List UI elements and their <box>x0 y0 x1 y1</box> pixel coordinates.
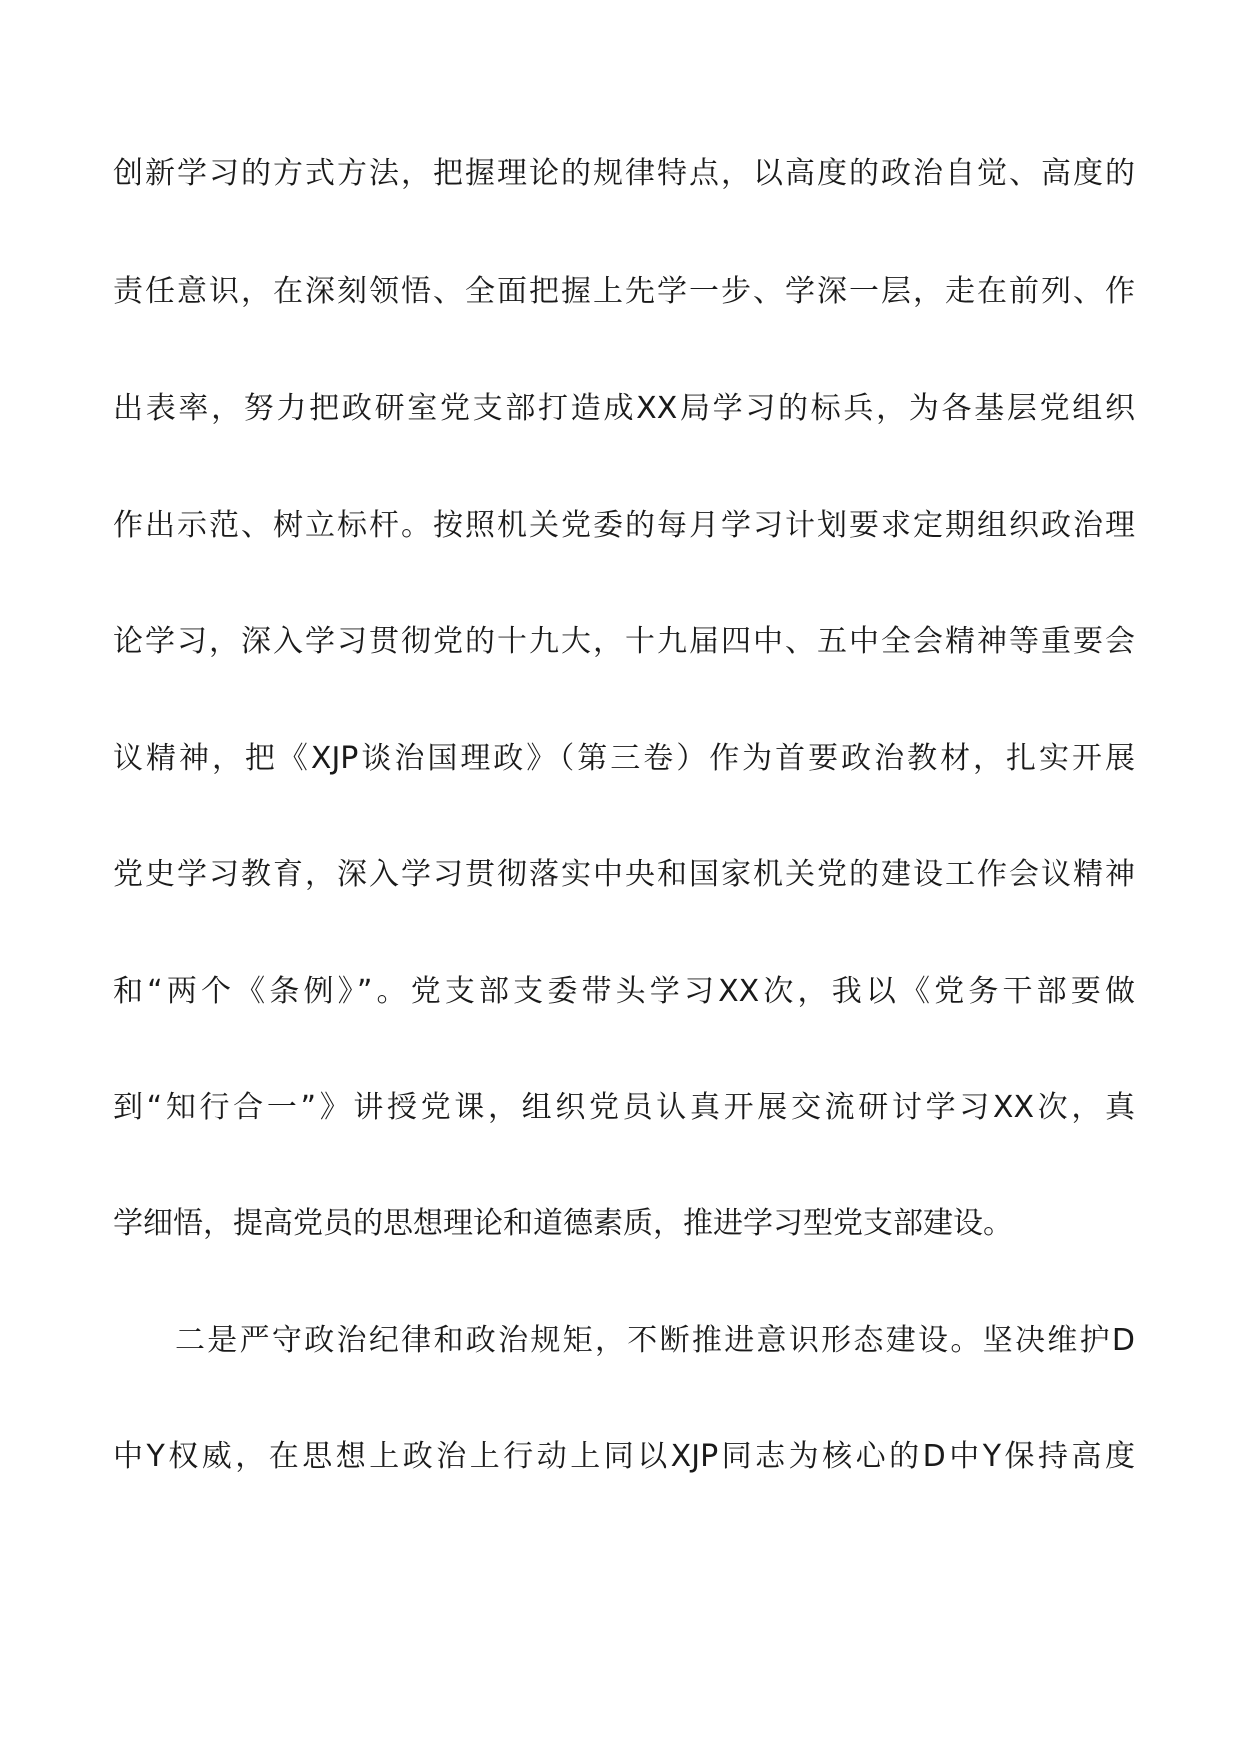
body-text-line: 中Y权威，在思想上政治上行动上同以XJP同志为核心的D中Y保持高度 <box>113 1439 1135 1474</box>
body-text-line: 作出示范、树立标杆。按照机关党委的每月学习计划要求定期组织政治理 <box>113 508 1135 543</box>
body-text-line: 到“知行合一”》讲授党课，组织党员认真开展交流研讨学习XX次，真 <box>113 1090 1135 1125</box>
body-text-line: 责任意识，在深刻领悟、全面把握上先学一步、学深一层，走在前列、作 <box>113 274 1135 309</box>
body-text-line: 出表率，努力把政研室党支部打造成XX局学习的标兵，为各基层党组织 <box>113 391 1135 426</box>
body-text-line: 党史学习教育，深入学习贯彻落实中央和国家机关党的建设工作会议精神 <box>113 857 1135 892</box>
paragraph-first-line: 二是严守政治纪律和政治规矩，不断推进意识形态建设。坚决维护D <box>175 1323 1135 1358</box>
body-text-line: 和“两个《条例》”。党支部支委带头学习XX次，我以《党务干部要做 <box>113 974 1135 1009</box>
body-text-line: 创新学习的方式方法，把握理论的规律特点，以高度的政治自觉、高度的 <box>113 156 1135 191</box>
body-text-line: 论学习，深入学习贯彻党的十九大，十九届四中、五中全会精神等重要会 <box>113 624 1135 659</box>
body-text-line: 议精神，把《XJP谈治国理政》（第三卷）作为首要政治教材，扎实开展 <box>113 741 1135 776</box>
paragraph-last-line: 学细悟，提高党员的思想理论和道德素质，推进学习型党支部建设。 <box>113 1206 1013 1241</box>
